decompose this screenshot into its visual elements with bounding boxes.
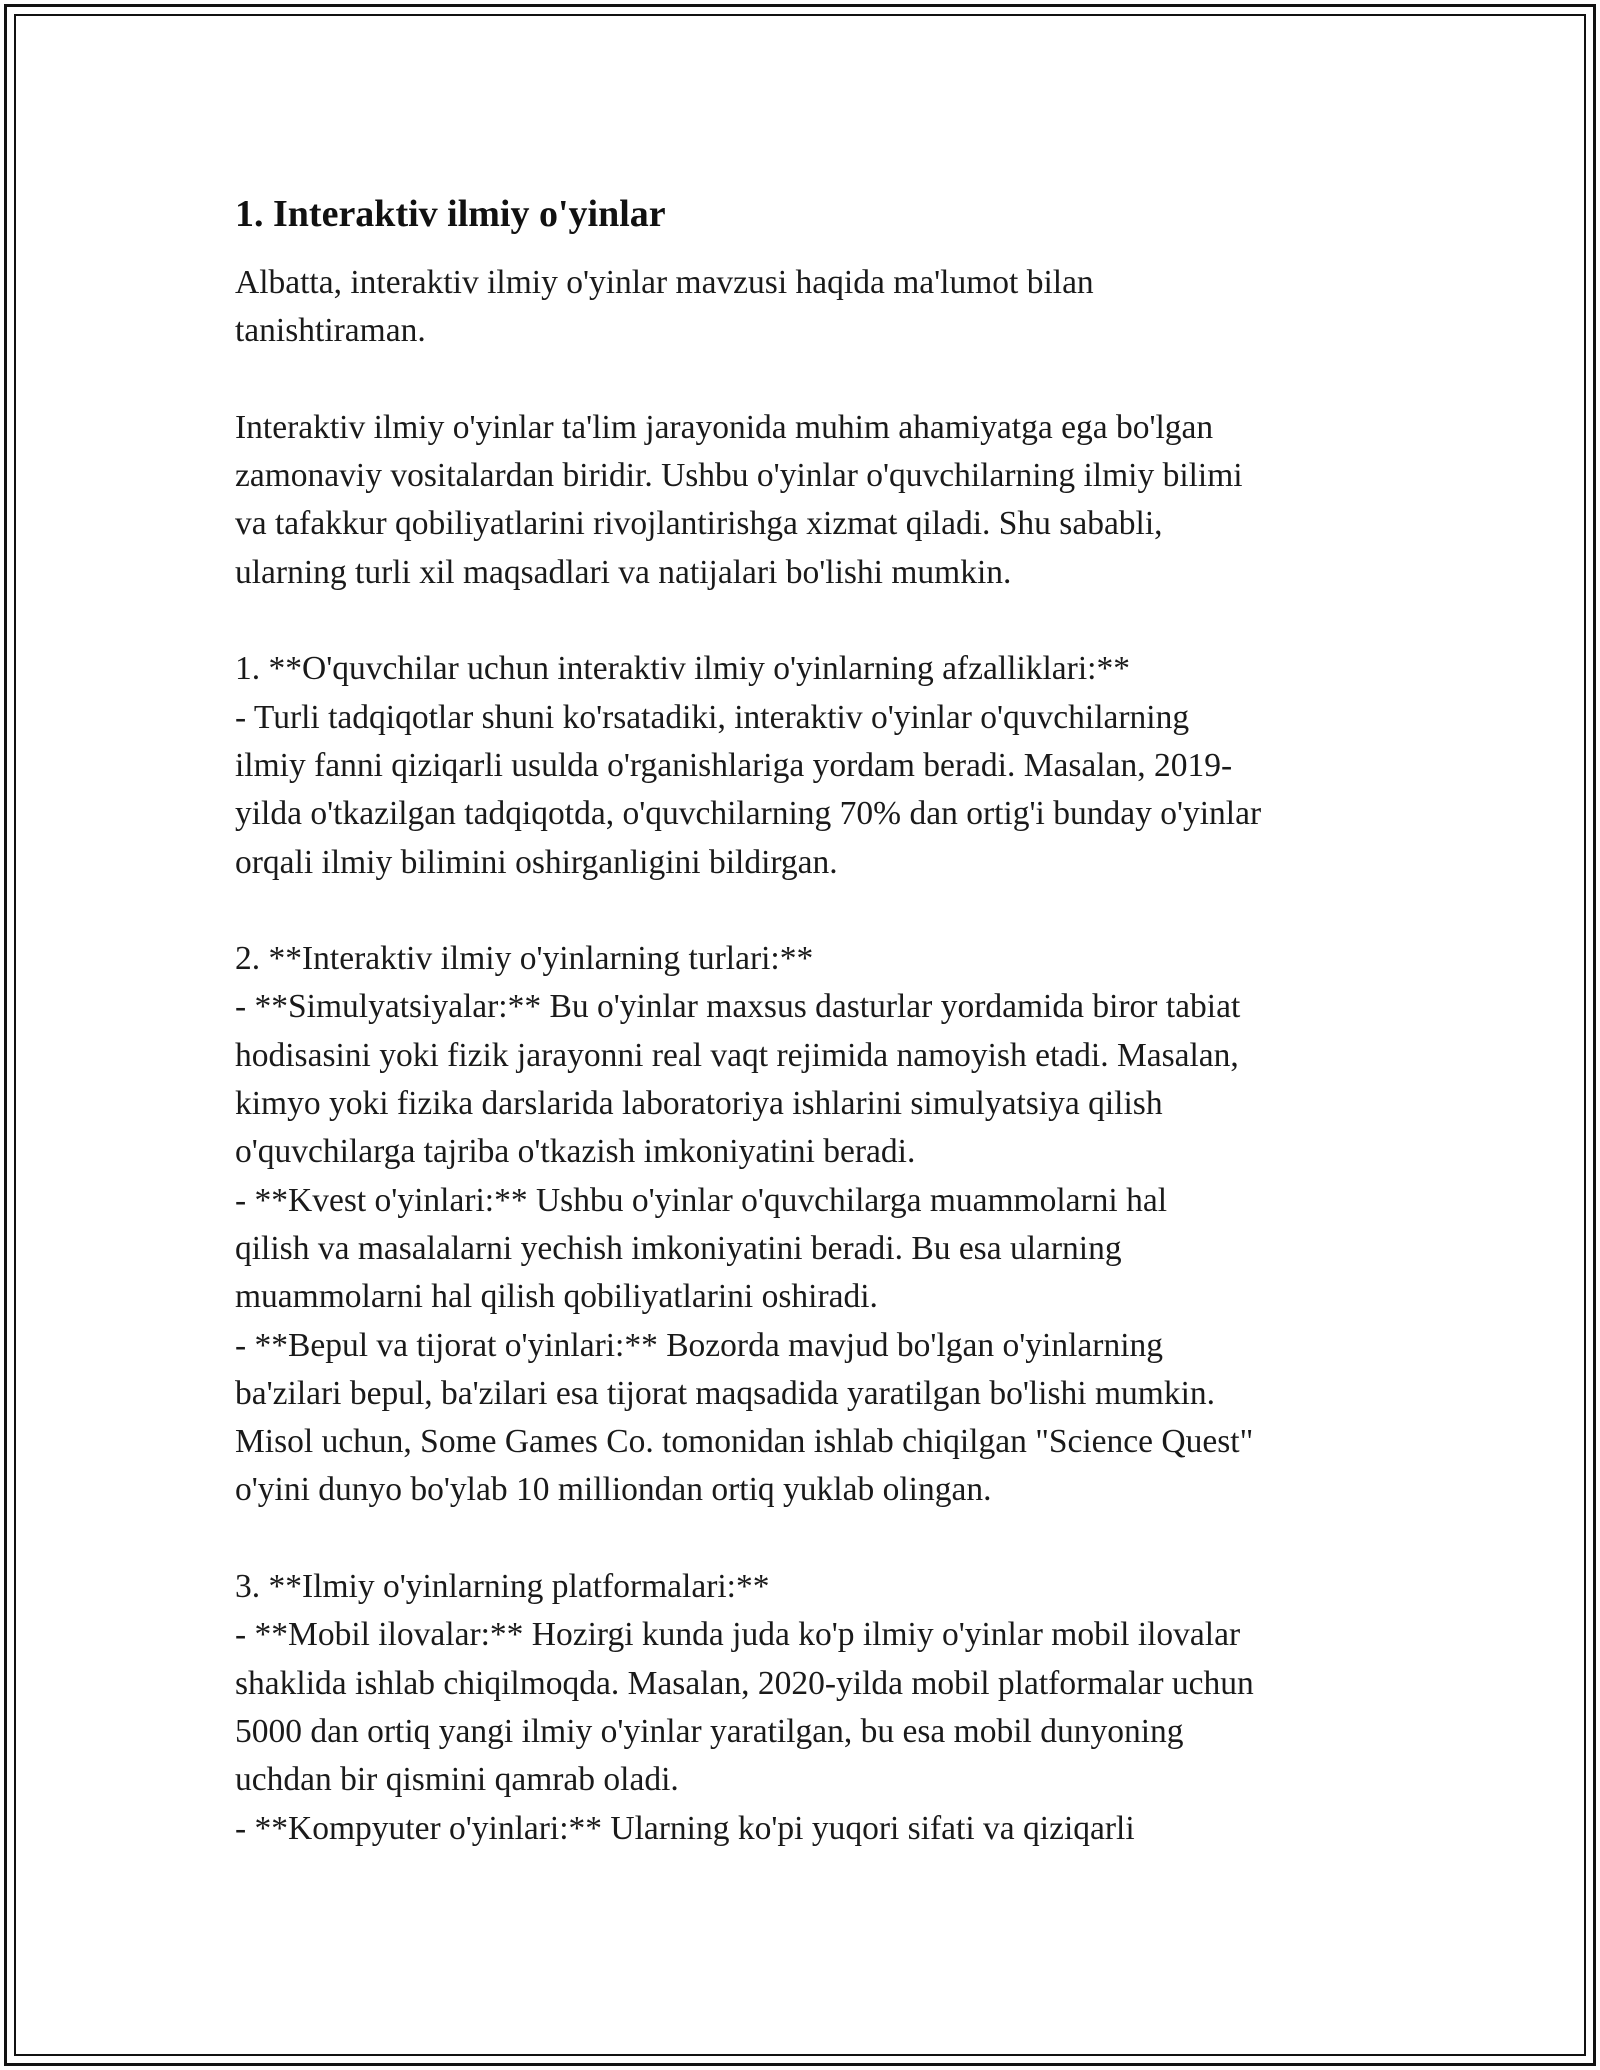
paragraph-gap [235, 1515, 1395, 1563]
section-1-advantages: 1. **O'quvchilar uchun interaktiv ilmiy o'yinlarning afzalliklari:** - Turli tadqiqotlar shuni ko'rsatadiki, interaktiv o'yinlar o'quvchilarning ilmiy fanni qiziqarli usulda o'rganishlariga yordam beradi. Masalan, 2019- yilda o'tkazilgan tadqiqotda, o'quvchilarning 70% dan ortig'i bunday o'yinlar orqali ilmiy bilimini oshirganligini bildirgan. [235, 650, 1262, 881]
section-2-types: 2. **Interaktiv ilmiy o'yinlarning turlari:** - **Simulyatsiyalar:** Bu o'yinlar maxsus dasturlar yordamida biror tabiat hodisasini yoki fizik jarayonni real vaqt rejimida namoyish etadi. Masalan, kimyo yoki fizika darslarida laboratoriya ishlarini simulyatsiya qilish o'quvchilarga tajriba o'tkazish imkoniyatini beradi. - **Kvest o'yinlari:** Ushbu o'yinlar o'quvchilarga muammolarni hal qilish va masalalarni yechish imkoniyatini beradi. Bu esa ularning muammolarni hal qilish qobiliyatlarini oshiradi. - **Bepul va tijorat o'yinlari:** Bozorda mavjud bo'lgan o'yinlarning ba'zilari bepul, ba'zilari esa tijorat maqsadida yaratilgan bo'lishi mumkin. Misol uchun, Some Games Co. tomonidan ishlab chiqilgan "Science Quest" o'yini dunyo bo'ylab 10 milliondan ortiq yuklab olingan. [235, 940, 1254, 1509]
intro-paragraph: Albatta, interaktiv ilmiy o'yinlar mavzusi haqida ma'lumot bilan tanishtiraman. [235, 264, 1094, 350]
paragraph-gap [235, 597, 1395, 645]
paragraph-gap [235, 887, 1395, 935]
document-title: 1. Interaktiv ilmiy o'yinlar [235, 193, 666, 235]
overview-paragraph: Interaktiv ilmiy o'yinlar ta'lim jarayonida muhim ahamiyatga ega bo'lgan zamonaviy vositalardan biridir. Ushbu o'yinlar o'quvchilarning ilmiy bilimi va tafakkur qobiliyatlarini rivojlantirishga xizmat qiladi. Shu sababli, ularning turli xil maqsadlari va natijalari bo'lishi mumkin. [235, 408, 1243, 591]
section-3-platforms: 3. **Ilmiy o'yinlarning platformalari:** - **Mobil ilovalar:** Hozirgi kunda juda ko'p ilmiy o'yinlar mobil ilovalar shaklida ishlab chiqilmoqda. Masalan, 2020-yilda mobil platformalar uchun 5000 dan ortiq yangi ilmiy o'yinlar yaratilgan, bu esa mobil dunyoning uchdan bir qismini qamrab oladi. - **Kompyuter o'yinlari:** Ularning ko'pi yuqori sifati va qiziqarli [235, 1568, 1254, 1847]
document-body [235, 190, 1395, 1853]
paragraph-gap [235, 356, 1395, 404]
